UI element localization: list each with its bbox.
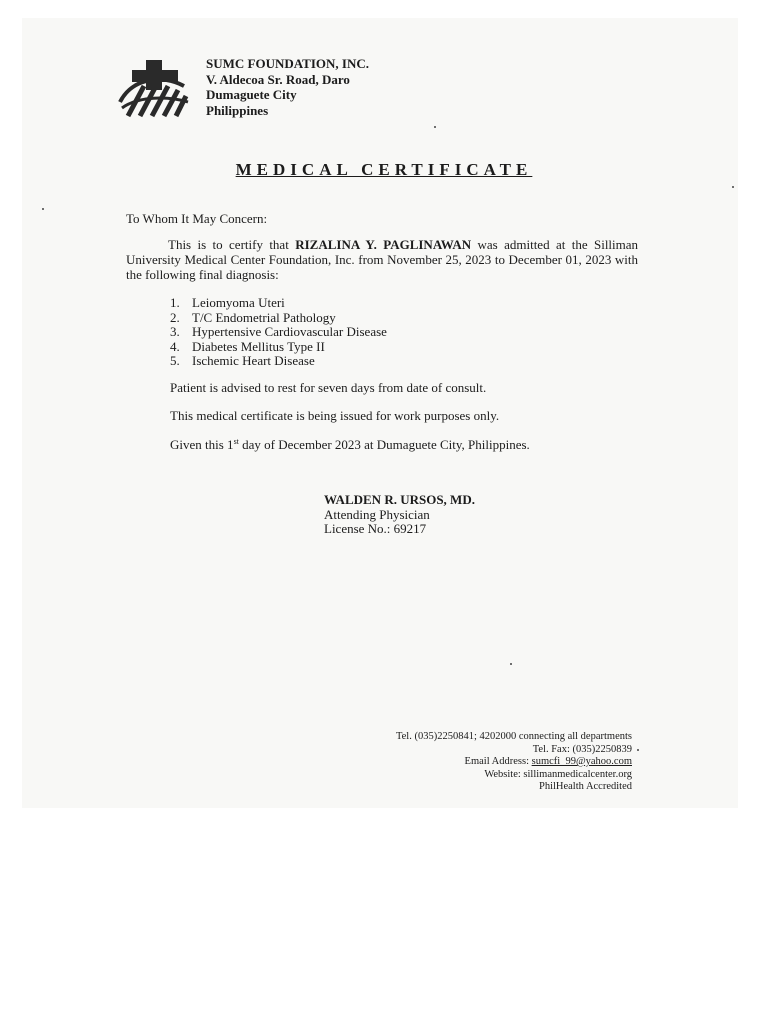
contact-footer — [396, 731, 632, 794]
footer-accreditation: PhilHealth Accredited — [538, 781, 632, 792]
patient-name: RIZALINA Y. PAGLINAWAN — [295, 237, 472, 252]
list-item-number: 4. — [170, 338, 180, 354]
scan-speck — [637, 749, 639, 751]
org-city: Dumaguete City — [206, 87, 297, 102]
email-link[interactable]: sumcfi_99@yahoo.com — [531, 756, 632, 767]
issue-date-line — [170, 437, 530, 453]
list-item-number: 2. — [170, 309, 180, 325]
letterhead — [206, 56, 369, 118]
list-item-text: Hypertensive Cardiovascular Disease — [192, 324, 387, 339]
list-item-text: Leiomyoma Uteri — [192, 295, 285, 310]
physician-name: WALDEN R. URSOS, MD. — [324, 492, 475, 507]
list-item-number: 5. — [170, 353, 180, 368]
given-pre: Given this 1 — [170, 437, 234, 452]
document-title: MEDICAL CERTIFICATE — [235, 160, 533, 179]
given-post: day of December 2023 at Dumaguete City, Philippines. — [238, 437, 530, 452]
list-item-text: Ischemic Heart Disease — [192, 353, 315, 368]
org-country: Philippines — [206, 102, 269, 118]
physician-role: Attending Physician — [324, 506, 430, 522]
purpose-statement: This medical certificate is being issued for work purposes only. — [170, 408, 500, 423]
certification-paragraph — [126, 237, 638, 282]
org-name: SUMC FOUNDATION, INC. — [206, 56, 369, 71]
scan-speck — [42, 208, 44, 210]
rest-advice: Patient is advised to rest for seven days from date of consult. — [170, 380, 487, 395]
scan-speck — [732, 186, 734, 188]
footer-website: Website: sillimanmedicalcenter.org — [484, 768, 632, 780]
scan-speck — [510, 663, 512, 665]
list-item — [170, 354, 387, 369]
scan-speck — [434, 126, 436, 128]
diagnosis-list — [170, 296, 387, 369]
footer-tel: Tel. (035)2250841; 4202000 connecting all departments — [395, 731, 632, 742]
list-item-number: 1. — [170, 295, 180, 310]
footer-email — [396, 756, 632, 769]
list-item-text: T/C Endometrial Pathology — [192, 309, 336, 325]
list-item — [170, 296, 387, 311]
certify-post: was admitted at the Silliman University Medical Center Foundation, Inc. from November 25, 2023 to December 01, 2023 with the following final diagnosis: — [126, 237, 639, 282]
footer-fax: Tel. Fax: (035)2250839 — [532, 743, 632, 755]
certify-pre: This is to certify that — [168, 237, 289, 252]
given-sup: st — [233, 437, 239, 446]
org-address: V. Aldecoa Sr. Road, Daro — [206, 71, 350, 87]
list-item-number: 3. — [170, 324, 180, 339]
list-item-text: Diabetes Mellitus Type II — [192, 338, 325, 354]
email-label: Email Address: — [464, 756, 532, 767]
sumc-logo-icon — [118, 56, 200, 120]
list-item — [170, 340, 387, 355]
signature-block — [324, 493, 475, 537]
list-item — [170, 311, 387, 326]
list-item — [170, 325, 387, 340]
salutation: To Whom It May Concern: — [126, 211, 268, 226]
license-number: License No.: 69217 — [324, 521, 427, 536]
